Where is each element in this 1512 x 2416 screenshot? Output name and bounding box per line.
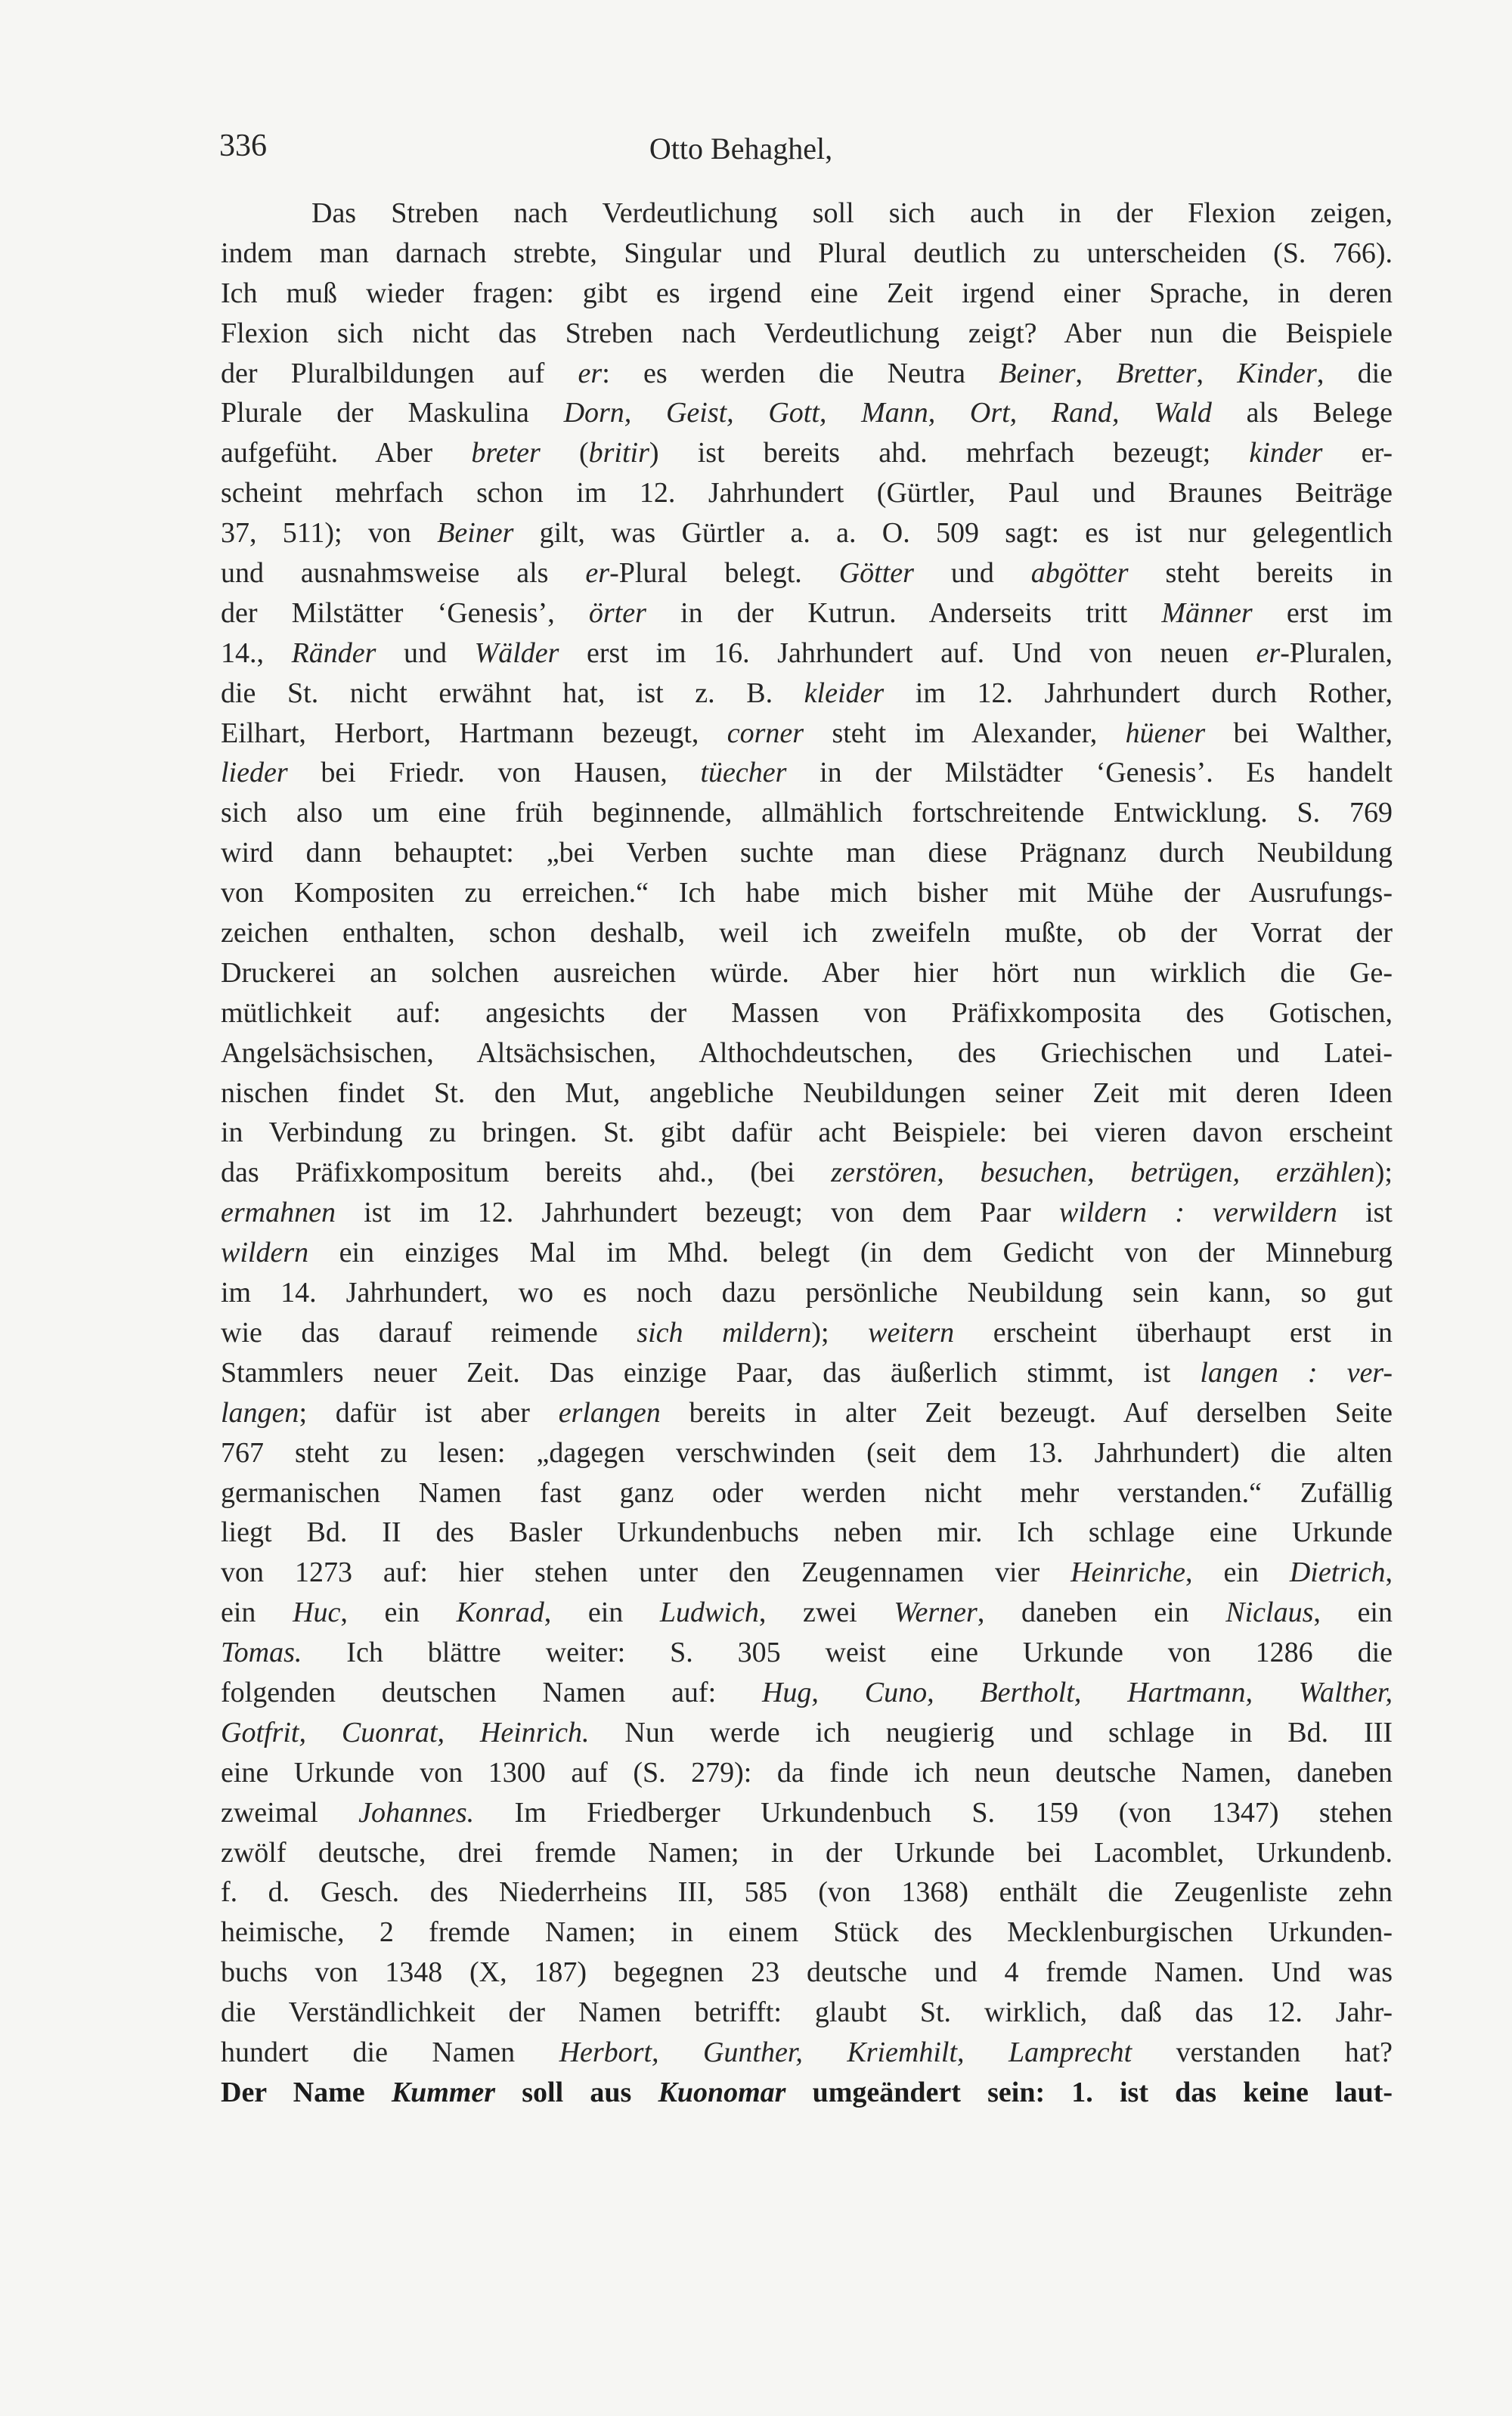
text-segment: soll aus (495, 2076, 658, 2108)
italic-text: Heinriche (1070, 1556, 1186, 1589)
italic-text: erlangen (558, 1396, 661, 1429)
text-segment: ein (221, 1597, 293, 1629)
text-segment: das Präfixkompositum bereits ahd., (bei (221, 1157, 832, 1189)
text-segment: Flexion sich nicht das Streben nach Verdeutlichung zeigt? Aber nun die Beispiele (221, 317, 1393, 349)
italic-text: er (578, 357, 603, 389)
text-segment: der Pluralbildungen auf (221, 357, 578, 389)
text-segment: Das Streben nach Verdeutlichung soll sich auch in der Flexion zeigen, (311, 197, 1393, 229)
italic-text: Wälder (474, 637, 559, 669)
italic-text: Huc (293, 1597, 341, 1629)
text-segment: f. d. Gesch. des Niederrheins III, 585 (von 1368) enthält die Zeugenliste zehn (221, 1876, 1393, 1909)
text-segment: buchs von 1348 (X, 187) begegnen 23 deutsche und 4 fremde Namen. Und was (221, 1956, 1393, 1989)
text-segment: , ein (1313, 1597, 1393, 1629)
text-line (221, 1633, 1393, 1673)
text-segment: : es werden die Neutra (602, 357, 999, 389)
text-segment: ; dafür ist aber (299, 1396, 559, 1429)
text-line (221, 2033, 1393, 2073)
text-line (221, 1313, 1393, 1353)
text-segment: erst im 16. Jahrhundert auf. Und von neuen (559, 637, 1256, 669)
italic-text: wildern (221, 1237, 309, 1269)
italic-text: Beiner (999, 357, 1076, 389)
italic-text: örter (588, 596, 646, 629)
text-segment: liegt Bd. II des Basler Urkundenbuchs neben mir. Ich schlage eine Urkunde (221, 1516, 1393, 1549)
text-segment: 37, 511); von (221, 517, 438, 550)
text-segment: -Pluralen, (1280, 637, 1393, 669)
body-text (221, 194, 1393, 2113)
text-segment: Im Friedberger Urkundenbuch S. 159 (von 1347) stehen (474, 1796, 1393, 1829)
italic-text: hüener (1125, 717, 1206, 749)
text-segment: , (1385, 1556, 1393, 1589)
text-segment: steht im Alexander, (804, 717, 1126, 749)
text-segment: 767 steht zu lesen: „dagegen verschwinden (seit dem 13. Jahrhundert) die alten (221, 1436, 1393, 1469)
text-segment: , ein (1185, 1556, 1290, 1589)
text-line (221, 1913, 1393, 1953)
text-segment: verstanden hat? (1132, 2036, 1393, 2068)
text-line (221, 1273, 1393, 1313)
text-line (221, 1673, 1393, 1713)
text-segment: die St. nicht erwähnt hat, ist z. B. (221, 677, 804, 709)
italic-text: zerstören, besuchen, betrügen, erzählen (831, 1157, 1375, 1189)
text-segment: germanischen Namen fast ganz oder werden nicht mehr verstanden.“ Zufällig (221, 1476, 1393, 1509)
italic-text: Herbort, Gunther, Kriemhilt, Lamprecht (559, 2036, 1132, 2068)
text-segment: ist im 12. Jahrhundert bezeugt; von dem Paar (335, 1197, 1059, 1229)
text-line (221, 234, 1393, 274)
text-line (221, 314, 1393, 354)
italic-text: Kuonomar (658, 2076, 786, 2108)
text-segment: bei Walther, (1205, 717, 1393, 749)
text-segment: Der Name (221, 2076, 392, 2108)
text-line (221, 1993, 1393, 2033)
italic-text: Beiner (437, 517, 514, 550)
text-segment: heimische, 2 fremde Namen; in einem Stück des Mecklenburgischen Urkunden- (221, 1916, 1393, 1949)
text-line (221, 993, 1393, 1033)
text-segment: folgenden deutschen Namen auf: (221, 1676, 762, 1708)
text-segment: in der Kutrun. Anderseits tritt (646, 596, 1162, 629)
text-line (221, 1153, 1393, 1193)
text-segment: im 12. Jahrhundert durch Rother, (884, 677, 1393, 709)
text-segment: Druckerei an solchen ausreichen würde. Aber hier hört nun wirklich die Ge- (221, 956, 1393, 989)
text-line (221, 553, 1393, 593)
text-segment: Ich muß wieder fragen: gibt es irgend eine Zeit irgend einer Sprache, in deren (221, 277, 1393, 309)
text-line (221, 393, 1393, 433)
text-line (221, 873, 1393, 913)
text-line (221, 433, 1393, 473)
text-line (221, 833, 1393, 873)
italic-text: Werner (894, 1597, 978, 1629)
italic-text: Dietrich (1289, 1556, 1386, 1589)
text-segment: wird dann behauptet: „bei Verben suchte man diese Prägnanz durch Neubildung (221, 837, 1393, 869)
text-segment: hundert die Namen (221, 2036, 559, 2068)
text-segment: umgeändert sein: 1. ist das keine laut- (785, 2076, 1393, 2108)
text-line (221, 194, 1393, 234)
italic-text: weitern (868, 1316, 955, 1349)
text-segment: von Kompositen zu erreichen.“ Ich habe mich bisher mit Mühe der Ausrufungs- (221, 877, 1393, 909)
italic-text: wildern : verwildern (1058, 1197, 1337, 1229)
text-segment: , (1075, 357, 1117, 389)
text-line (221, 714, 1393, 754)
text-segment: zwölf deutsche, drei fremde Namen; in der Urkunde bei Lacomblet, Urkundenb. (221, 1836, 1393, 1869)
text-segment: eine Urkunde von 1300 auf (S. 279): da finde ich neun deutsche Namen, daneben (221, 1756, 1393, 1789)
text-line (221, 953, 1393, 993)
text-segment: Stammlers neuer Zeit. Das einzige Paar, das äußerlich stimmt, ist (221, 1356, 1201, 1389)
italic-text: Gotfrit, Cuonrat, Heinrich. (221, 1716, 590, 1749)
text-line (221, 913, 1393, 953)
text-line (221, 674, 1393, 714)
text-line (221, 753, 1393, 793)
text-line (221, 1393, 1393, 1433)
text-segment: aufgefüht. Aber (221, 437, 472, 469)
text-line (221, 1073, 1393, 1114)
text-segment: Plurale der Maskulina (221, 397, 564, 429)
text-segment: zweimal (221, 1796, 359, 1829)
italic-text: Niclaus (1225, 1597, 1314, 1629)
text-segment: gilt, was Gürtler a. a. O. 509 sagt: es ist nur gelegentlich (513, 517, 1393, 550)
text-segment: bereits in alter Zeit bezeugt. Auf derselben Seite (660, 1396, 1393, 1429)
text-segment: Nun werde ich neugierig und schlage in Bd. III (589, 1716, 1393, 1749)
italic-text: er (1256, 637, 1281, 669)
text-line (221, 513, 1393, 553)
text-line (221, 354, 1393, 394)
text-line (221, 1953, 1393, 1993)
text-line (221, 1833, 1393, 1873)
italic-text: Dorn, Geist, Gott, Mann, Ort, Rand, Wald (563, 397, 1212, 429)
text-line (221, 1353, 1393, 1393)
text-line (221, 2073, 1393, 2113)
italic-text: Konrad (456, 1597, 544, 1629)
italic-text: Kinder (1237, 357, 1317, 389)
italic-text: tüecher (700, 757, 787, 789)
text-segment: , (1196, 357, 1238, 389)
text-segment: -Plural belegt. (609, 557, 839, 590)
text-segment: ( (540, 437, 589, 469)
italic-text: Bretter (1116, 357, 1197, 389)
text-segment: sich also um eine früh beginnende, allmählich fortschreitende Entwicklung. S. 769 (221, 797, 1393, 829)
text-segment: mütlichkeit auf: angesichts der Massen von Präfixkomposita des Gotischen, (221, 996, 1393, 1029)
text-line (221, 274, 1393, 314)
italic-text: Tomas. (221, 1637, 302, 1669)
text-segment: ); (811, 1316, 869, 1349)
text-segment: Angelsächsischen, Altsächsischen, Althochdeutschen, des Griechischen und Latei- (221, 1036, 1393, 1069)
text-line (221, 1233, 1393, 1273)
text-segment: in der Milstädter ‘Genesis’. Es handelt (786, 757, 1393, 789)
text-segment: und ausnahmsweise als (221, 557, 586, 590)
text-line (221, 473, 1393, 513)
text-segment: , ein (544, 1597, 660, 1629)
text-segment: im 14. Jahrhundert, wo es noch dazu persönliche Neubildung sein kann, so gut (221, 1277, 1393, 1309)
italic-text: kleider (804, 677, 885, 709)
italic-text: Ränder (291, 637, 376, 669)
italic-text: Johannes. (358, 1796, 475, 1829)
text-segment: ) ist bereits ahd. mehrfach bezeugt; (649, 437, 1250, 469)
text-segment: wie das darauf reimende (221, 1316, 637, 1349)
italic-text: langen (221, 1396, 299, 1429)
text-segment: , daneben ein (977, 1597, 1226, 1629)
text-line (221, 1473, 1393, 1513)
italic-text: britir (588, 437, 649, 469)
italic-text: langen : ver- (1200, 1356, 1393, 1389)
italic-text: abgötter (1030, 557, 1129, 590)
italic-text: Männer (1161, 596, 1253, 629)
text-segment: , zwei (758, 1597, 894, 1629)
italic-text: Hug, Cuno, Bertholt, Hartmann, Walther, (761, 1676, 1393, 1708)
italic-text: kinder (1249, 437, 1323, 469)
text-segment: Ich blättre weiter: S. 305 weist eine Urkunde von 1286 die (302, 1637, 1393, 1669)
text-line (221, 1872, 1393, 1913)
text-line (221, 1113, 1393, 1153)
text-segment: nischen findet St. den Mut, angebliche Neubildungen seiner Zeit mit deren Ideen (221, 1076, 1393, 1109)
italic-text: ermahnen (221, 1197, 336, 1229)
text-segment: 14., (221, 637, 292, 669)
text-segment: bei Friedr. von Hausen, (287, 757, 701, 789)
italic-text: corner (727, 717, 804, 749)
text-line (221, 1793, 1393, 1833)
text-segment: Eilhart, Herbort, Hartmann bezeugt, (221, 717, 727, 749)
italic-text: er (585, 557, 610, 590)
text-segment: ist (1337, 1197, 1393, 1229)
text-segment: indem man darnach strebte, Singular und Plural deutlich zu unterscheiden (S. 766). (221, 237, 1393, 269)
text-line (221, 1593, 1393, 1633)
running-head: Otto Behaghel, (649, 132, 833, 166)
text-line (221, 593, 1393, 633)
text-segment: und (376, 637, 475, 669)
text-line (221, 1433, 1393, 1473)
text-segment: von 1273 auf: hier stehen unter den Zeugennamen vier (221, 1556, 1071, 1589)
italic-text: lieder (221, 757, 288, 789)
text-segment: die Verständlichkeit der Namen betrifft: glaubt St. wirklich, daß das 12. Jahr- (221, 1996, 1393, 2029)
text-line (221, 1713, 1393, 1753)
text-segment: in Verbindung zu bringen. St. gibt dafür acht Beispiele: bei vieren davon erscheint (221, 1117, 1393, 1149)
italic-text: Ludwich (659, 1597, 759, 1629)
text-segment: zeichen enthalten, schon deshalb, weil ich zweifeln mußte, ob der Vorrat der (221, 917, 1393, 949)
text-line (221, 1033, 1393, 1073)
text-segment: und (913, 557, 1031, 590)
text-segment: er- (1322, 437, 1393, 469)
text-segment: der Milstätter ‘Genesis’, (221, 596, 589, 629)
text-line (221, 1753, 1393, 1793)
text-segment: steht bereits in (1128, 557, 1393, 590)
page-number: 336 (219, 129, 267, 163)
italic-text: sich mildern (637, 1316, 812, 1349)
italic-text: breter (471, 437, 541, 469)
text-segment: scheint mehrfach schon im 12. Jahrhundert (Gürtler, Paul und Braunes Beiträge (221, 477, 1393, 510)
italic-text: Götter (838, 557, 914, 590)
text-line (221, 793, 1393, 833)
text-line (221, 1553, 1393, 1593)
text-segment: ein einziges Mal im Mhd. belegt (in dem Gedicht von der Minneburg (308, 1237, 1393, 1269)
text-line (221, 1513, 1393, 1553)
italic-text: Kummer (391, 2076, 496, 2108)
text-segment: ); (1374, 1157, 1393, 1189)
text-segment: als Belege (1211, 397, 1393, 429)
text-segment: erscheint überhaupt erst in (954, 1316, 1393, 1349)
text-segment: , ein (340, 1597, 457, 1629)
text-line (221, 1193, 1393, 1233)
text-segment: erst im (1252, 596, 1393, 629)
text-line (221, 633, 1393, 674)
text-segment: , die (1316, 357, 1393, 389)
